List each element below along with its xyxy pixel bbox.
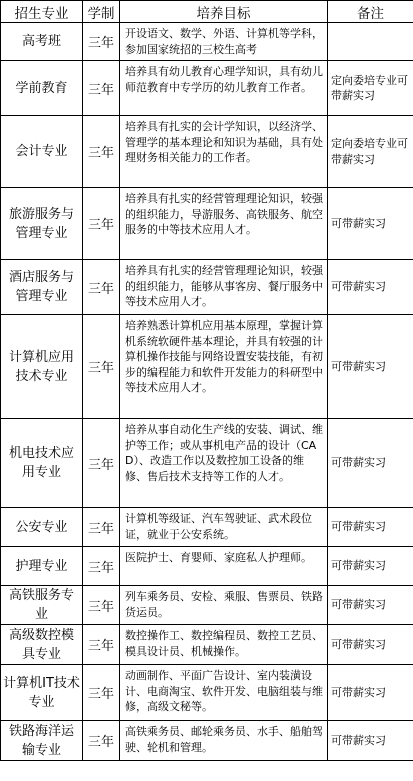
- row-note: 可带薪实习: [328, 419, 413, 508]
- row-note: 可带薪实习: [328, 721, 413, 761]
- table-row: [1, 625, 413, 665]
- table-row: [1, 721, 413, 761]
- row-major: 会计专业: [1, 116, 83, 188]
- row-major: 计算机应用技术专业: [1, 315, 83, 419]
- table-row: [1, 508, 413, 547]
- row-goal: 培养从事自动化生产线的安装、调试、维护等工作；或从事机电产品的设计（CAD）、改造工作以及数控加工设备的维修、售后技术支持等工作的人才。: [120, 419, 328, 508]
- row-major: 铁路海洋运输专业: [1, 721, 83, 761]
- row-major: 旅游服务与管理专业: [1, 188, 83, 260]
- row-major: 学前教育: [1, 61, 83, 116]
- row-major: 高级数控模具专业: [1, 625, 83, 665]
- row-note: 可带薪实习: [328, 625, 413, 665]
- row-note: 可带薪实习: [328, 315, 413, 419]
- row-note: [328, 23, 413, 61]
- row-major: 酒店服务与管理专业: [1, 260, 83, 315]
- row-duration: 三年: [83, 665, 120, 721]
- row-duration: 三年: [83, 508, 120, 547]
- row-note: 可带薪实习: [328, 547, 413, 586]
- row-duration: 三年: [83, 419, 120, 508]
- row-goal: 医院护士、育婴师、家庭私人护理师。: [120, 547, 328, 586]
- row-goal: 培养具有扎实的经营管理理论知识，较强的组织能力，导游服务、高铁服务、航空服务的中等技术应用人才。: [120, 188, 328, 260]
- row-note: 可带薪实习: [328, 188, 413, 260]
- row-goal: 培养熟悉计算机应用基本原理，掌握计算机系统软硬件基本理论，并具有较强的计算机操作技能与网络设置安装技能，有初步的编程能力和软件开发能力的科研型中等技术应用人才。: [120, 315, 328, 419]
- row-duration: 三年: [83, 188, 120, 260]
- row-goal: 列车乘务员、安检、乘服、售票员、铁路货运员。: [120, 586, 328, 625]
- row-goal: 培养具有幼儿教育心理学知识，具有幼儿师范教育中专学历的幼儿教育工作者。: [120, 61, 328, 116]
- header-note: 备注: [328, 1, 413, 23]
- row-major: 机电技术应用专业: [1, 419, 83, 508]
- row-goal: 数控操作工、数控编程员、数控工艺员、模具设计员、机械操作。: [120, 625, 328, 665]
- row-major: 计算机IT技术专业: [1, 665, 83, 721]
- header-goal: 培养目标: [120, 1, 328, 23]
- header-row: [1, 1, 413, 23]
- row-duration: 三年: [83, 547, 120, 586]
- row-goal: 计算机等级证、汽车驾驶证、武术段位证，就业于公安系统。: [120, 508, 328, 547]
- table-row: [1, 61, 413, 116]
- row-goal: 培养具有扎实的会计学知识，以经济学、管理学的基本理论和知识为基础，具有处理财务相关能力的工作者。: [120, 116, 328, 188]
- row-note: 定向委培专业可带薪实习: [328, 116, 413, 188]
- table-row: [1, 665, 413, 721]
- row-goal: 动画制作、平面广告设计、室内装潢设计、电商淘宝、软件开发、电脑组装与维修，高级文秘等。: [120, 665, 328, 721]
- header-duration: 学制: [83, 1, 120, 23]
- row-duration: 三年: [83, 116, 120, 188]
- table-row: [1, 586, 413, 625]
- row-note: 可带薪实习: [328, 260, 413, 315]
- row-major: 高铁服务专业: [1, 586, 83, 625]
- table-row: [1, 260, 413, 315]
- row-duration: 三年: [83, 625, 120, 665]
- header-major: 招生专业: [1, 1, 83, 23]
- row-note: 可带薪实习: [328, 665, 413, 721]
- row-major: 高考班: [1, 23, 83, 61]
- row-goal: 培养具有扎实的经营管理理论知识，较强的组织能力，能够从事客房、餐厅服务中等技术应用人才。: [120, 260, 328, 315]
- row-duration: 三年: [83, 586, 120, 625]
- table-row: [1, 547, 413, 586]
- row-duration: 三年: [83, 721, 120, 761]
- row-duration: 三年: [83, 260, 120, 315]
- row-duration: 三年: [83, 23, 120, 61]
- table-row: [1, 188, 413, 260]
- row-goal: 高铁乘务员、邮轮乘务员、水手、船舶驾驶、轮机和管理。: [120, 721, 328, 761]
- row-note: 可带薪实习: [328, 586, 413, 625]
- table-row: [1, 23, 413, 61]
- table-row: [1, 419, 413, 508]
- row-duration: 三年: [83, 61, 120, 116]
- row-note: 可带薪实习: [328, 508, 413, 547]
- table-row: [1, 315, 413, 419]
- row-duration: 三年: [83, 315, 120, 419]
- row-note: 定向委培专业可带薪实习: [328, 61, 413, 116]
- row-major: 护理专业: [1, 547, 83, 586]
- row-major: 公安专业: [1, 508, 83, 547]
- table-row: [1, 116, 413, 188]
- row-goal: 开设语文、数学、外语、计算机等学科，参加国家统招的三校生高考: [120, 23, 328, 61]
